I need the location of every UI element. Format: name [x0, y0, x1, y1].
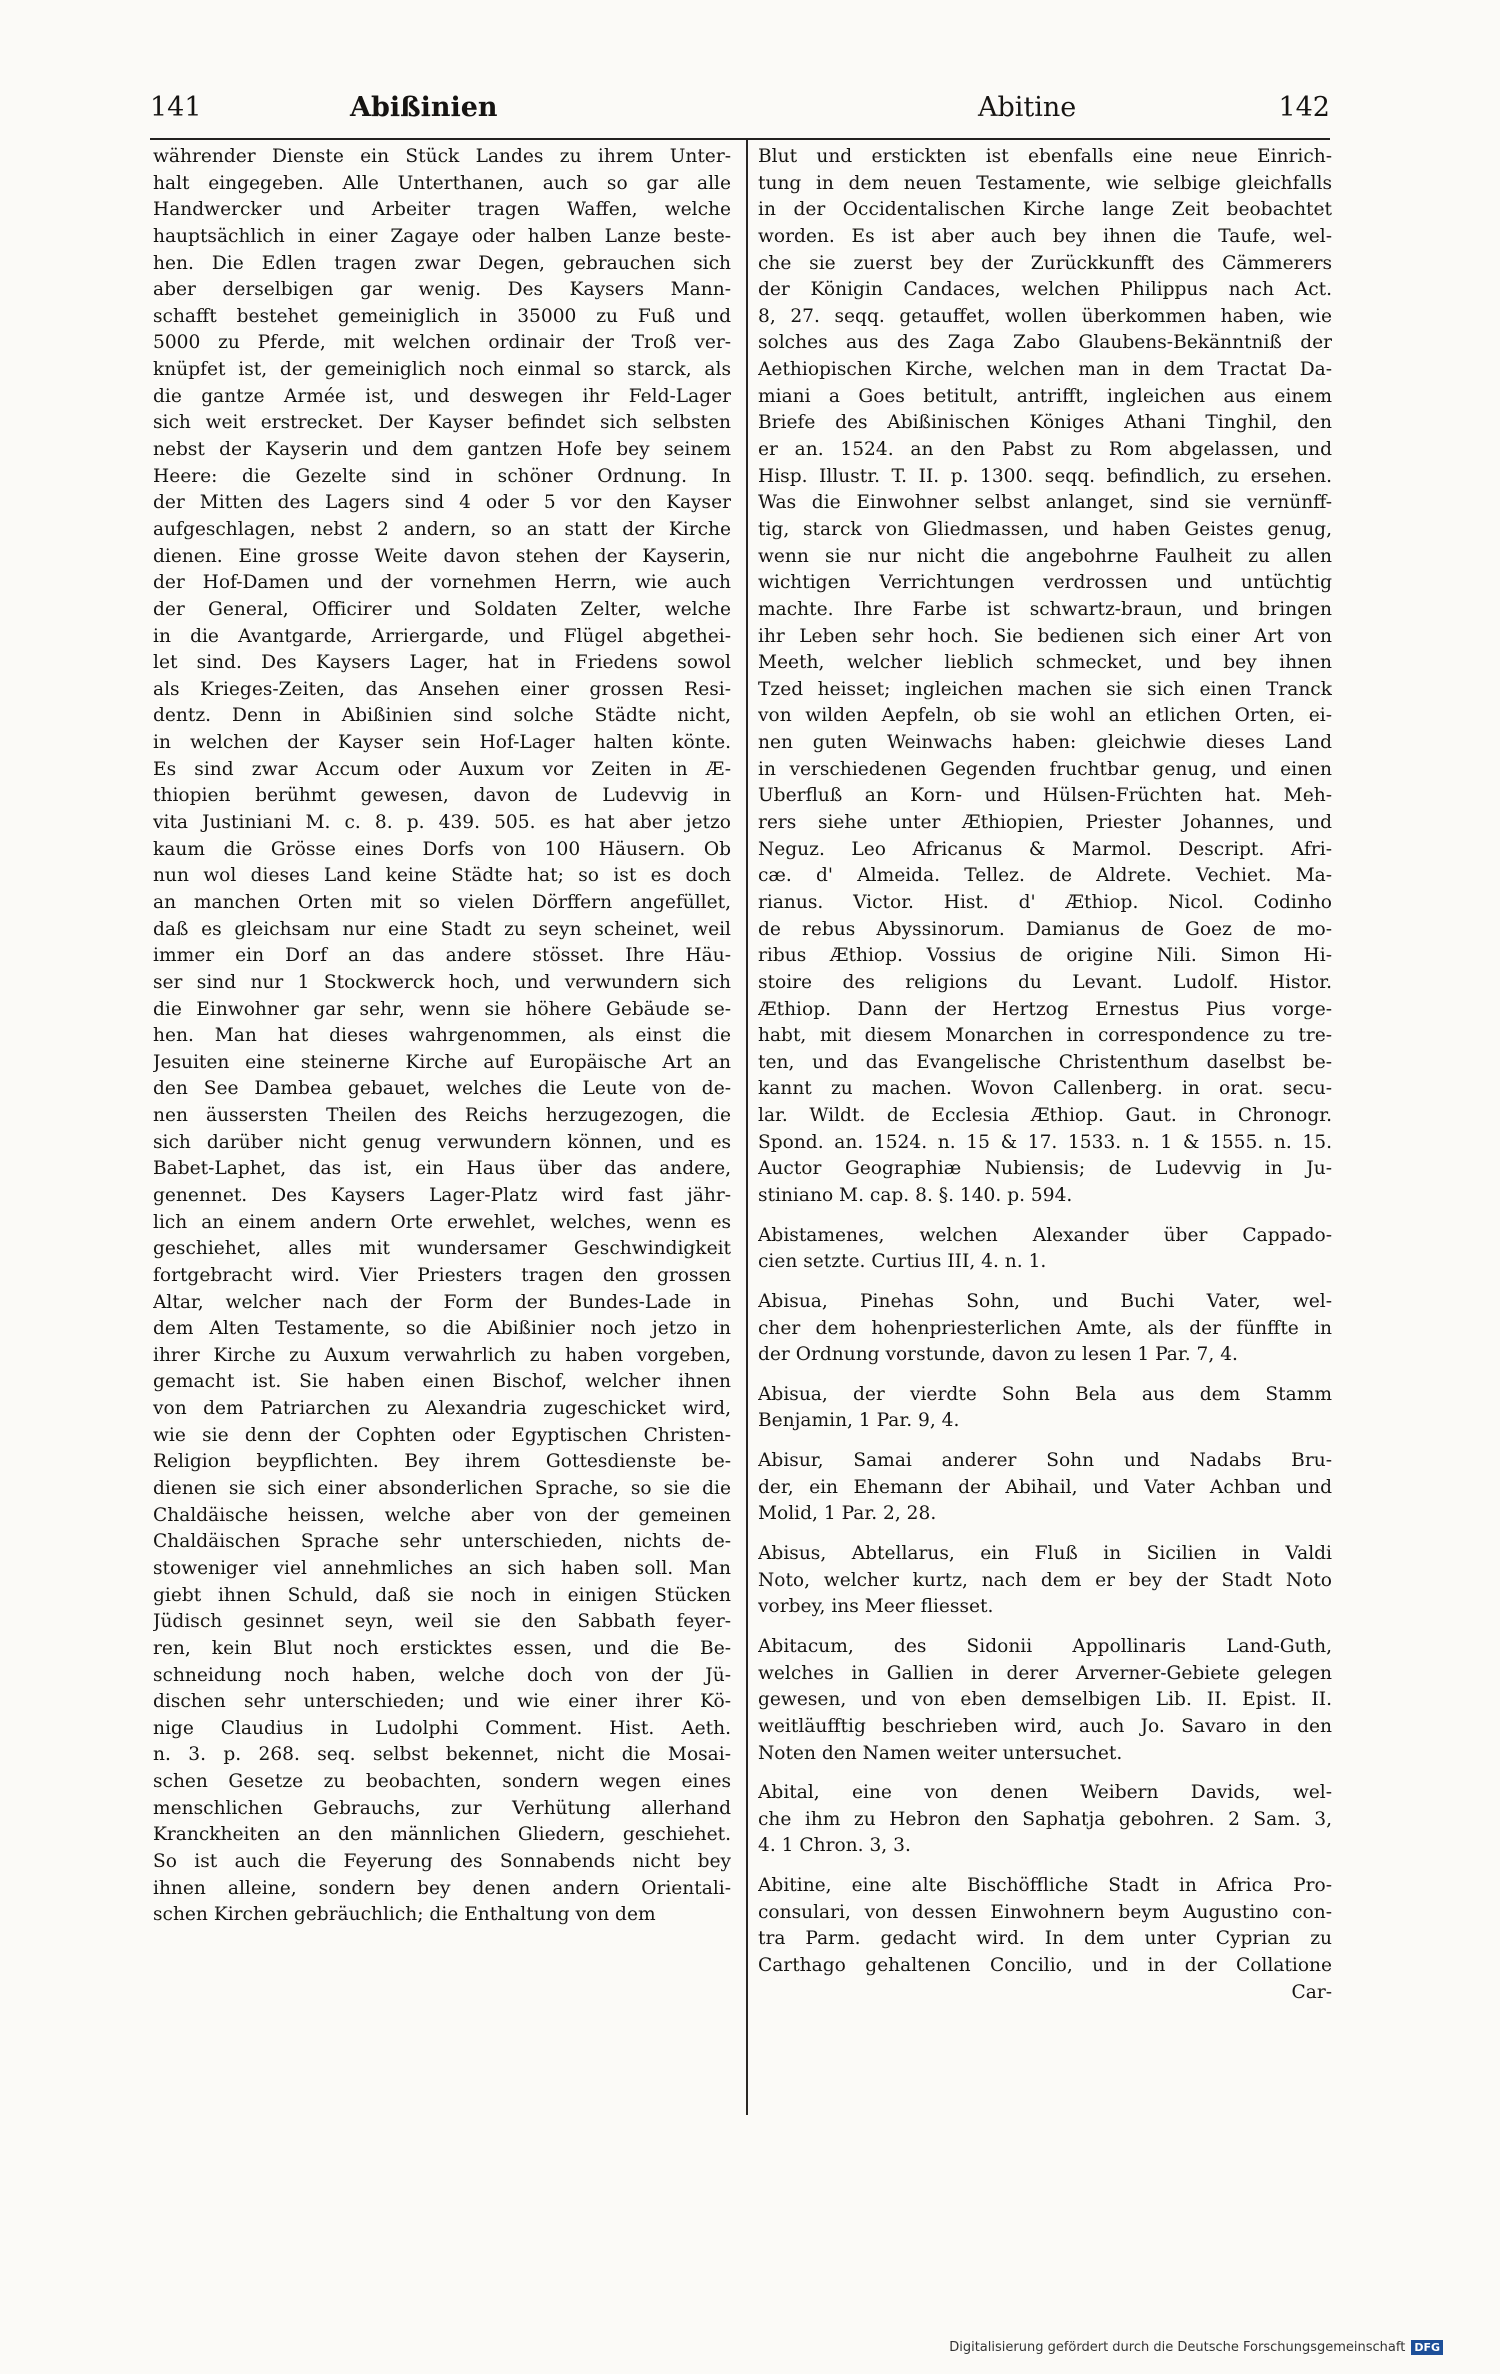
text-line: Es sind zwar Accum oder Auxum vor Zeiten in Æ-: [153, 758, 731, 780]
text-line: dentz. Denn in Abißinien sind solche Städte nicht,: [153, 705, 731, 727]
text-line: Chaldäische heissen, welche aber von der gemeinen: [153, 1504, 731, 1526]
text-line: dienen sie sich einer absonderlichen Sprache, so sie die: [153, 1478, 731, 1500]
text-line: Noto, welcher kurtz, nach dem er bey der Stadt Noto: [758, 1569, 1332, 1591]
text-line: Æthiop. Dann der Hertzog Ernestus Pius vorge-: [758, 998, 1332, 1020]
text-line: ihrer Kirche zu Auxum verwahrlich zu haben vorgeben,: [153, 1344, 731, 1366]
header-rule: [150, 138, 1330, 140]
text-line: stoweniger viel annehmliches an sich haben soll. Man: [153, 1557, 731, 1579]
text-line: tra Parm. gedacht wird. In dem unter Cyprian zu: [758, 1928, 1332, 1950]
text-line: sich weit erstrecket. Der Kayser befindet sich selbsten: [153, 412, 731, 434]
text-line: Heere: die Gezelte sind in schöner Ordnung. In: [153, 465, 731, 487]
text-line: die Einwohner gar sehr, wenn sie höhere Gebäude se-: [153, 998, 731, 1020]
text-line: tig, starck von Gliedmassen, und haben Geistes genug,: [758, 518, 1332, 540]
text-line: menschlichen Gebrauchs, zur Verhütung allerhand: [153, 1797, 731, 1819]
header-title-left: Abißinien: [350, 92, 498, 123]
text-line: Carthago gehaltenen Concilio, und in der Collatione: [758, 1955, 1332, 1976]
text-line: Neguz. Leo Africanus & Marmol. Descript. Afri-: [758, 838, 1332, 860]
text-line: Briefe des Abißinischen Königes Athani Tinghil, den: [758, 412, 1332, 434]
text-line: dischen sehr unterschieden; und wie einer ihrer Kö-: [153, 1691, 731, 1713]
text-line: weitläufftig beschrieben wird, auch Jo. Savaro in den: [758, 1715, 1332, 1737]
text-line: nen guten Weinwachs haben: gleichwie dieses Land: [758, 732, 1332, 754]
text-line: der Hof-Damen und der vornehmen Herrn, wie auch: [153, 572, 731, 594]
text-line: Chaldäischen Sprache sehr unterschieden, nichts de-: [153, 1531, 731, 1553]
text-line: 8, 27. seqq. getauffet, wollen überkommen haben, wie: [758, 305, 1332, 327]
text-line: währender Dienste ein Stück Landes zu ihrem Unter-: [153, 146, 731, 167]
text-line: der, ein Ehemann der Abihail, und Vater Achban und: [758, 1476, 1332, 1498]
text-line: cien setzte. Curtius III, 4. n. 1.: [758, 1251, 1047, 1273]
running-header: [150, 92, 1330, 132]
text-line: nun wol dieses Land keine Städte hat; so ist es doch: [153, 865, 731, 887]
text-line: in welchen der Kayser sein Hof-Lager halten könte.: [153, 732, 731, 754]
text-line: solches aus des Zaga Zabo Glaubens-Bekänntniß der: [758, 332, 1332, 354]
text-line: giebt ihnen Schuld, daß sie noch in einigen Stücken: [153, 1584, 731, 1606]
text-line: aber derselbigen gar wenig. Des Kaysers Mann-: [153, 279, 731, 301]
text-line: che sie zuerst bey der Zurückkunfft des Cämmerers: [758, 252, 1332, 274]
text-line: nen äussersten Theilen des Reichs herzugezogen, die: [153, 1105, 731, 1127]
text-line: an manchen Orten mit so vielen Dörffern angefüllet,: [153, 891, 731, 913]
credit-text: Digitalisierung gefördert durch die Deutsche Forschungsgemeinschaft: [949, 2340, 1406, 2355]
text-line: der Mitten des Lagers sind 4 oder 5 vor den Kayser: [153, 492, 731, 514]
text-line: lich an einem andern Orte erwehlet, welches, wenn es: [153, 1211, 731, 1233]
entry-headline: Abisur, Samai anderer Sohn und Nadabs Bru-: [758, 1450, 1332, 1472]
page-number-left: 141: [150, 92, 202, 123]
text-line: wie sie denn der Cophten oder Egyptischen Christen-: [153, 1424, 731, 1446]
text-line: ten, und das Evangelische Christenthum daselbst be-: [758, 1051, 1332, 1073]
text-line: der General, Officirer und Soldaten Zelter, welche: [153, 598, 731, 620]
text-line: ser sind nur 1 Stockwerck hoch, und verwundern sich: [153, 971, 731, 993]
text-line: schen Kirchen gebräuchlich; die Enthaltung von dem: [153, 1904, 656, 1926]
text-line: machte. Ihre Farbe ist schwartz-braun, und bringen: [758, 598, 1332, 620]
text-line: geschiehet, alles mit wundersamer Geschwindigkeit: [153, 1238, 731, 1260]
text-line: stiniano M. cap. 8. §. 140. p. 594.: [758, 1184, 1073, 1206]
entry-headline: Abisua, der vierdte Sohn Bela aus dem Stamm: [758, 1383, 1332, 1405]
text-line: in der Occidentalischen Kirche lange Zeit beobachtet: [758, 199, 1332, 221]
text-line: 4. 1 Chron. 3, 3.: [758, 1835, 911, 1857]
text-line: Blut und erstickten ist ebenfalls eine neue Einrich-: [758, 146, 1332, 167]
text-line: nebst der Kayserin und dem gantzen Hofe bey seinem: [153, 439, 731, 461]
text-line: che ihm zu Hebron den Saphatja gebohren. 2 Sam. 3,: [758, 1808, 1332, 1830]
text-line: dem Alten Testamente, so die Abißinier noch jetzo in: [153, 1318, 731, 1340]
text-line: Jesuiten eine steinerne Kirche auf Europäische Art an: [153, 1051, 731, 1073]
text-line: Uberfluß an Korn- und Hülsen-Früchten hat. Meh-: [758, 785, 1332, 807]
text-line: miani a Goes betitult, antrifft, ingleichen aus einem: [758, 385, 1332, 407]
text-line: Hisp. Illustr. T. II. p. 1300. seqq. befindlich, zu ersehen.: [758, 465, 1332, 487]
text-line: cæ. d' Almeida. Tellez. de Aldrete. Vechiet. Ma-: [758, 865, 1332, 887]
text-line: let sind. Des Kaysers Lager, hat in Friedens sowol: [153, 652, 731, 674]
text-line: n. 3. p. 268. seq. selbst bekennet, nicht die Mosai-: [153, 1744, 731, 1766]
header-title-right: Abitine: [978, 92, 1077, 123]
entry-headline: Abitacum, des Sidonii Appollinaris Land-Guth,: [758, 1635, 1332, 1657]
text-line: immer ein Dorf an das andere stösset. Ihre Häu-: [153, 945, 731, 967]
text-line: worden. Es ist aber auch bey ihnen die Taufe, wel-: [758, 225, 1332, 247]
text-line: gewesen, und von eben demselbigen Lib. II. Epist. II.: [758, 1689, 1332, 1711]
text-line: habt, mit diesem Monarchen in correspondence zu tre-: [758, 1025, 1332, 1047]
text-line: vorbey, ins Meer fliesset.: [758, 1596, 994, 1618]
entry-headline: Abitine, eine alte Bischöffliche Stadt in Africa Pro-: [758, 1875, 1332, 1897]
text-line: kannt zu machen. Wovon Callenberg. in orat. secu-: [758, 1078, 1332, 1100]
text-line: wichtigen Verrichtungen verdrossen und untüchtig: [758, 572, 1332, 594]
text-line: er an. 1524. an den Pabst zu Rom abgelassen, und: [758, 439, 1332, 461]
text-line: knüpfet ist, der gemeiniglich noch einmal so starck, als: [153, 359, 731, 381]
text-line: So ist auch die Feyerung des Sonnabends nicht bey: [153, 1851, 731, 1872]
text-line: Spond. an. 1524. n. 15 & 17. 1533. n. 1 & 1555. n. 15.: [758, 1131, 1332, 1153]
text-line: welches in Gallien in derer Arverner-Gebiete gelegen: [758, 1662, 1332, 1684]
text-line: 5000 zu Pferde, mit welchen ordinair der Troß ver-: [153, 332, 731, 354]
text-line: Aethiopischen Kirche, welchen man in dem Tractat Da-: [758, 359, 1332, 381]
text-line: Babet-Laphet, das ist, ein Haus über das andere,: [153, 1158, 731, 1180]
left-column: [153, 144, 731, 1929]
text-line: halt eingegeben. Alle Unterthanen, auch so gar alle: [153, 172, 731, 194]
text-line: den See Dambea gebauet, welches die Leute von de-: [153, 1078, 731, 1100]
text-line: die gantze Armée ist, und deswegen ihr Feld-Lager: [153, 385, 731, 407]
text-line: genennet. Des Kaysers Lager-Platz wird fast jähr-: [153, 1184, 731, 1206]
text-line: aufgeschlagen, nebst 2 andern, so an statt der Kirche: [153, 518, 731, 540]
text-line: nige Claudius in Ludolphi Comment. Hist. Aeth.: [153, 1717, 731, 1739]
text-line: Tzed heisset; ingleichen machen sie sich einen Tranck: [758, 678, 1332, 700]
text-line: Religion beypflichten. Bey ihrem Gottesdienste be-: [153, 1451, 731, 1473]
text-line: kaum die Grösse eines Dorfs von 100 Häusern. Ob: [153, 838, 731, 860]
text-line: ren, kein Blut noch ersticktes essen, und die Be-: [153, 1637, 731, 1659]
text-line: hauptsächlich in einer Zagaye oder halben Lanze beste-: [153, 225, 731, 247]
text-line: cher dem hohenpriesterlichen Amte, als der fünffte in: [758, 1317, 1332, 1339]
text-line: stoire des religions du Levant. Ludolf. Histor.: [758, 971, 1332, 993]
text-line: Was die Einwohner selbst anlanget, sind sie vernünff-: [758, 492, 1332, 514]
text-line: Auctor Geographiæ Nubiensis; de Ludevvig in Ju-: [758, 1158, 1332, 1180]
text-line: schneidung noch haben, welche doch von der Jü-: [153, 1664, 731, 1686]
text-line: rianus. Victor. Hist. d' Æthiop. Nicol. Codinho: [758, 891, 1332, 913]
column-divider: [746, 140, 748, 2115]
text-line: ribus Æthiop. Vossius de origine Nili. Simon Hi-: [758, 945, 1332, 967]
text-line: Benjamin, 1 Par. 9, 4.: [758, 1410, 960, 1432]
text-line: wenn sie nur nicht die angebohrne Faulheit zu allen: [758, 545, 1332, 567]
text-line: schen Gesetze zu beobachten, sondern wegen eines: [153, 1771, 731, 1793]
text-line: in die Avantgarde, Arriergarde, und Flügel abgethei-: [153, 625, 731, 647]
digitization-credit: [893, 2340, 1443, 2355]
text-line: in verschiedenen Gegenden fruchtbar genug, und einen: [758, 758, 1332, 780]
text-line: lar. Wildt. de Ecclesia Æthiop. Gaut. in Chronogr.: [758, 1105, 1332, 1127]
text-line: Kranckheiten an den männlichen Gliedern, geschiehet.: [153, 1824, 731, 1846]
text-line: schafft bestehet gemeiniglich in 35000 zu Fuß und: [153, 305, 731, 327]
text-line: tung in dem neuen Testamente, wie selbige gleichfalls: [758, 172, 1332, 194]
text-line: hen. Man hat dieses wahrgenommen, als einst die: [153, 1025, 731, 1047]
text-line: dienen. Eine grosse Weite davon stehen der Kayserin,: [153, 545, 731, 567]
text-line: Meeth, welcher lieblich schmecket, und bey ihnen: [758, 652, 1332, 674]
entry-headline: Abital, eine von denen Weibern Davids, wel-: [758, 1782, 1332, 1804]
right-column: [758, 144, 1332, 2006]
text-line: der Königin Candaces, welchen Philippus nach Act.: [758, 279, 1332, 301]
text-line: von wilden Aepfeln, ob sie wohl an etlichen Orten, ei-: [758, 705, 1332, 727]
text-line: Car-: [1291, 1981, 1332, 2003]
text-line: consulari, von dessen Einwohnern beym Augustino con-: [758, 1901, 1332, 1923]
text-line: von dem Patriarchen zu Alexandria zugeschicket wird,: [153, 1398, 731, 1420]
text-line: de rebus Abyssinorum. Damianus de Goez de mo-: [758, 918, 1332, 940]
text-line: vita Justiniani M. c. 8. p. 439. 505. es hat aber jetzo: [153, 812, 731, 834]
text-line: als Krieges-Zeiten, das Ansehen einer grossen Resi-: [153, 678, 731, 700]
text-line: hen. Die Edlen tragen zwar Degen, gebrauchen sich: [153, 252, 731, 274]
text-line: daß es gleichsam nur eine Stadt zu seyn scheinet, weil: [153, 918, 731, 940]
text-line: Handwercker und Arbeiter tragen Waffen, welche: [153, 199, 731, 221]
text-line: fortgebracht wird. Vier Priesters tragen den grossen: [153, 1264, 731, 1286]
text-line: Altar, welcher nach der Form der Bundes-Lade in: [153, 1291, 731, 1313]
text-line: Molid, 1 Par. 2, 28.: [758, 1503, 937, 1525]
text-line: rers siehe unter Æthiopien, Priester Johannes, und: [758, 812, 1332, 834]
text-line: der Ordnung vorstunde, davon zu lesen 1 Par. 7, 4.: [758, 1344, 1238, 1366]
dfg-logo: DFG: [1411, 2340, 1443, 2355]
entry-headline: Abisua, Pinehas Sohn, und Buchi Vater, wel-: [758, 1290, 1332, 1312]
entry-headline: Abistamenes, welchen Alexander über Cappado-: [758, 1224, 1332, 1246]
entry-headline: Abisus, Abtellarus, ein Fluß in Sicilien in Valdi: [758, 1543, 1332, 1565]
page-number-right: 142: [1278, 92, 1330, 123]
text-line: sich darüber nicht genug verwundern können, und es: [153, 1131, 731, 1153]
text-line: ihnen alleine, sondern bey denen andern Orientali-: [153, 1877, 731, 1899]
text-line: thiopien berühmt gewesen, davon de Ludevvig in: [153, 785, 731, 807]
text-line: ihr Leben sehr hoch. Sie bedienen sich einer Art von: [758, 625, 1332, 647]
text-line: Noten den Namen weiter untersuchet.: [758, 1742, 1123, 1764]
text-line: Jüdisch gesinnet seyn, weil sie den Sabbath feyer-: [153, 1611, 731, 1633]
text-line: gemacht ist. Sie haben einen Bischof, welcher ihnen: [153, 1371, 731, 1393]
